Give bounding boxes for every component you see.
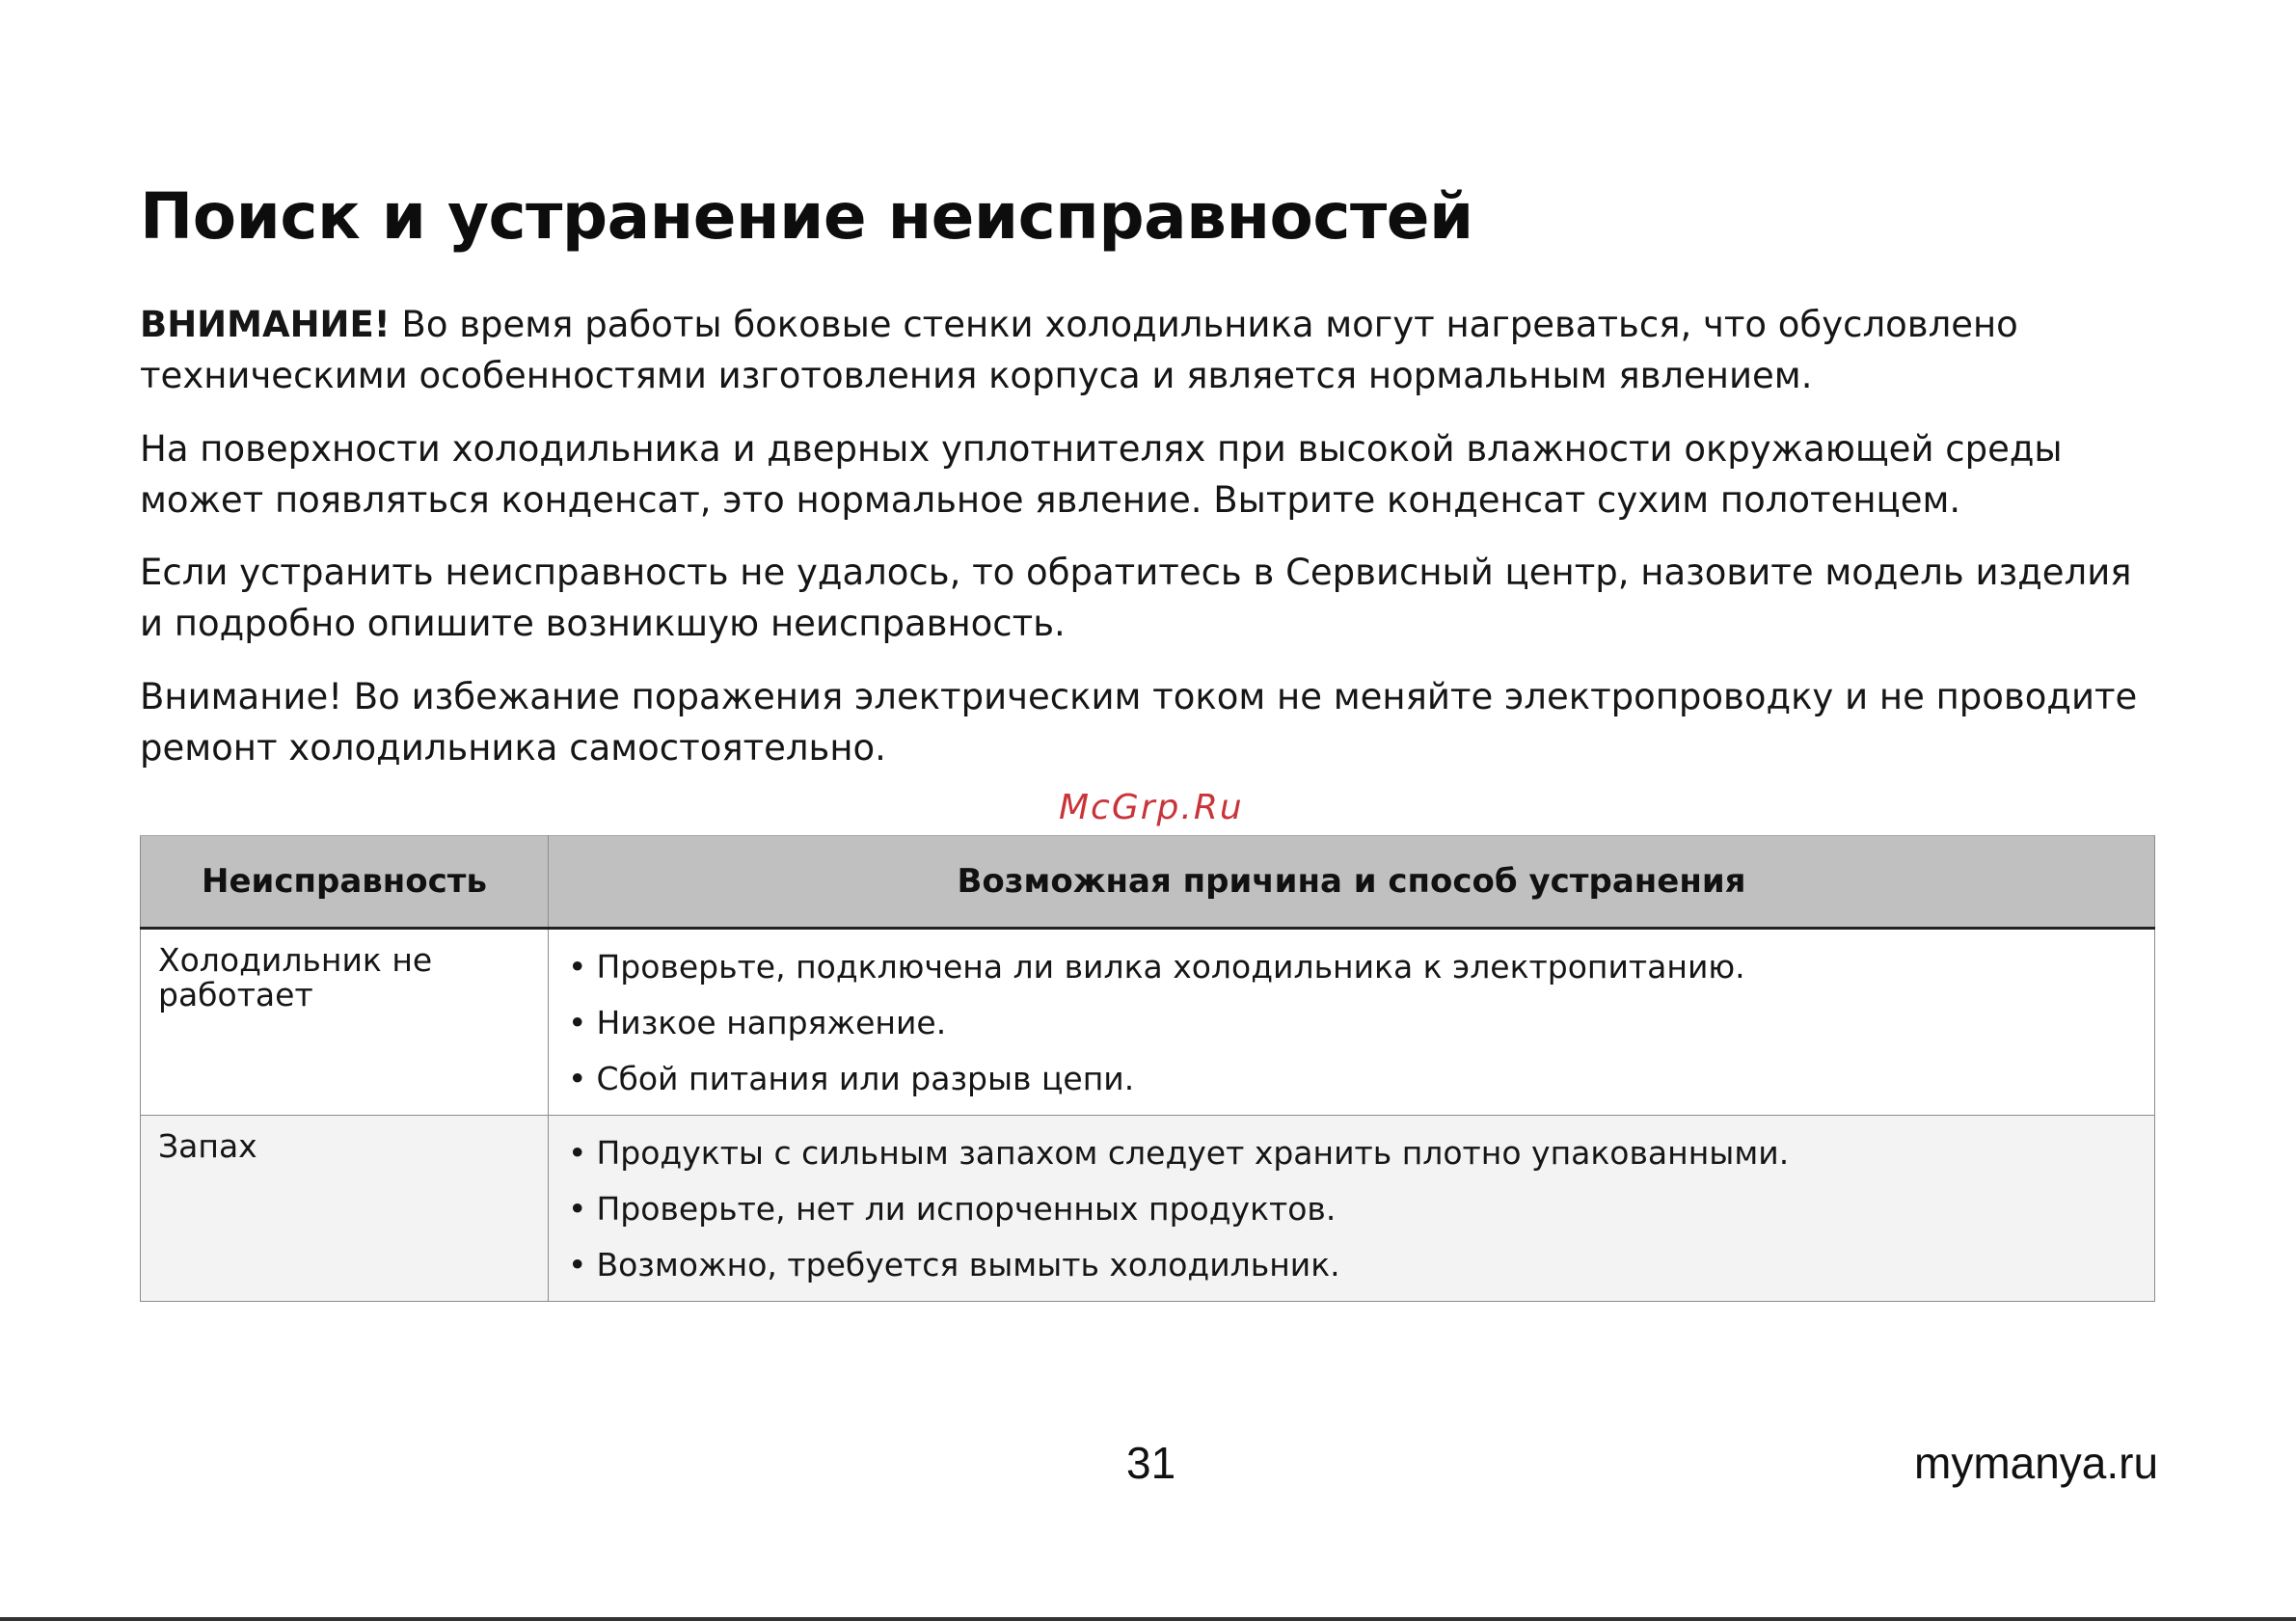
cause-cell — [549, 929, 2155, 1116]
cause-item — [568, 995, 2137, 1051]
bullet-icon: • — [568, 1190, 587, 1228]
bottom-rule — [0, 1617, 2296, 1621]
table-header-row — [141, 836, 2155, 929]
warning-paragraph — [140, 299, 2165, 401]
cause-item — [568, 1125, 2137, 1181]
warning-label: ВНИМАНИЕ! — [140, 304, 391, 345]
cause-cell — [549, 1116, 2155, 1302]
electric-warning-paragraph: Внимание! Во избежание поражения электрическим током не меняйте электропроводку и не проводите ремонт холодильника самостоятельно. — [140, 676, 2138, 769]
fault-cell: Холодильник не работает — [141, 929, 549, 1116]
warning-text: Во время работы боковые стенки холодильника могут нагреваться, что обусловлено техническими особенностями изготовления корпуса и является нормальным явлением. — [140, 304, 2018, 396]
cause-text: Проверьте, подключена ли вилка холодильника к электропитанию. — [596, 948, 1745, 986]
cause-item — [568, 1237, 2137, 1293]
cause-item — [568, 939, 2137, 995]
cause-item — [568, 1051, 2137, 1107]
bullet-icon: • — [568, 1004, 587, 1041]
cause-item — [568, 1181, 2137, 1237]
header-fault: Неисправность — [141, 836, 549, 929]
header-cause: Возможная причина и способ устранения — [549, 836, 2155, 929]
cause-text: Возможно, требуется вымыть холодильник. — [596, 1246, 1340, 1283]
bullet-icon: • — [568, 948, 587, 986]
cause-text: Проверьте, нет ли испорченных продуктов. — [596, 1190, 1337, 1228]
cause-text: Низкое напряжение. — [596, 1004, 947, 1041]
table-row — [141, 1116, 2155, 1302]
page-title: Поиск и устранение неисправностей — [140, 179, 1473, 254]
bullet-icon: • — [568, 1134, 587, 1172]
condensate-paragraph: На поверхности холодильника и дверных уплотнителях при высокой влажности окружающей среды может появляться конденсат, это нормальное явление. Вытрите конденсат сухим полотенцем. — [140, 428, 2063, 521]
service-paragraph: Если устранить неисправность не удалось, то обратитесь в Сервисный центр, назовите модель изделия и подробно опишите возникшую неисправность. — [140, 552, 2132, 644]
table-row — [141, 929, 2155, 1116]
troubleshooting-table — [140, 835, 2155, 1302]
page-number: 31 — [1126, 1438, 1176, 1488]
cause-text: Продукты с сильным запахом следует хранить плотно упакованными. — [596, 1134, 1790, 1172]
watermark: McGrp.Ru — [1059, 788, 1244, 827]
bullet-icon: • — [568, 1246, 587, 1283]
site-name: mymanya.ru — [1914, 1438, 2159, 1488]
cause-text: Сбой питания или разрыв цепи. — [596, 1060, 1135, 1097]
fault-cell: Запах — [141, 1116, 549, 1302]
bullet-icon: • — [568, 1060, 587, 1097]
